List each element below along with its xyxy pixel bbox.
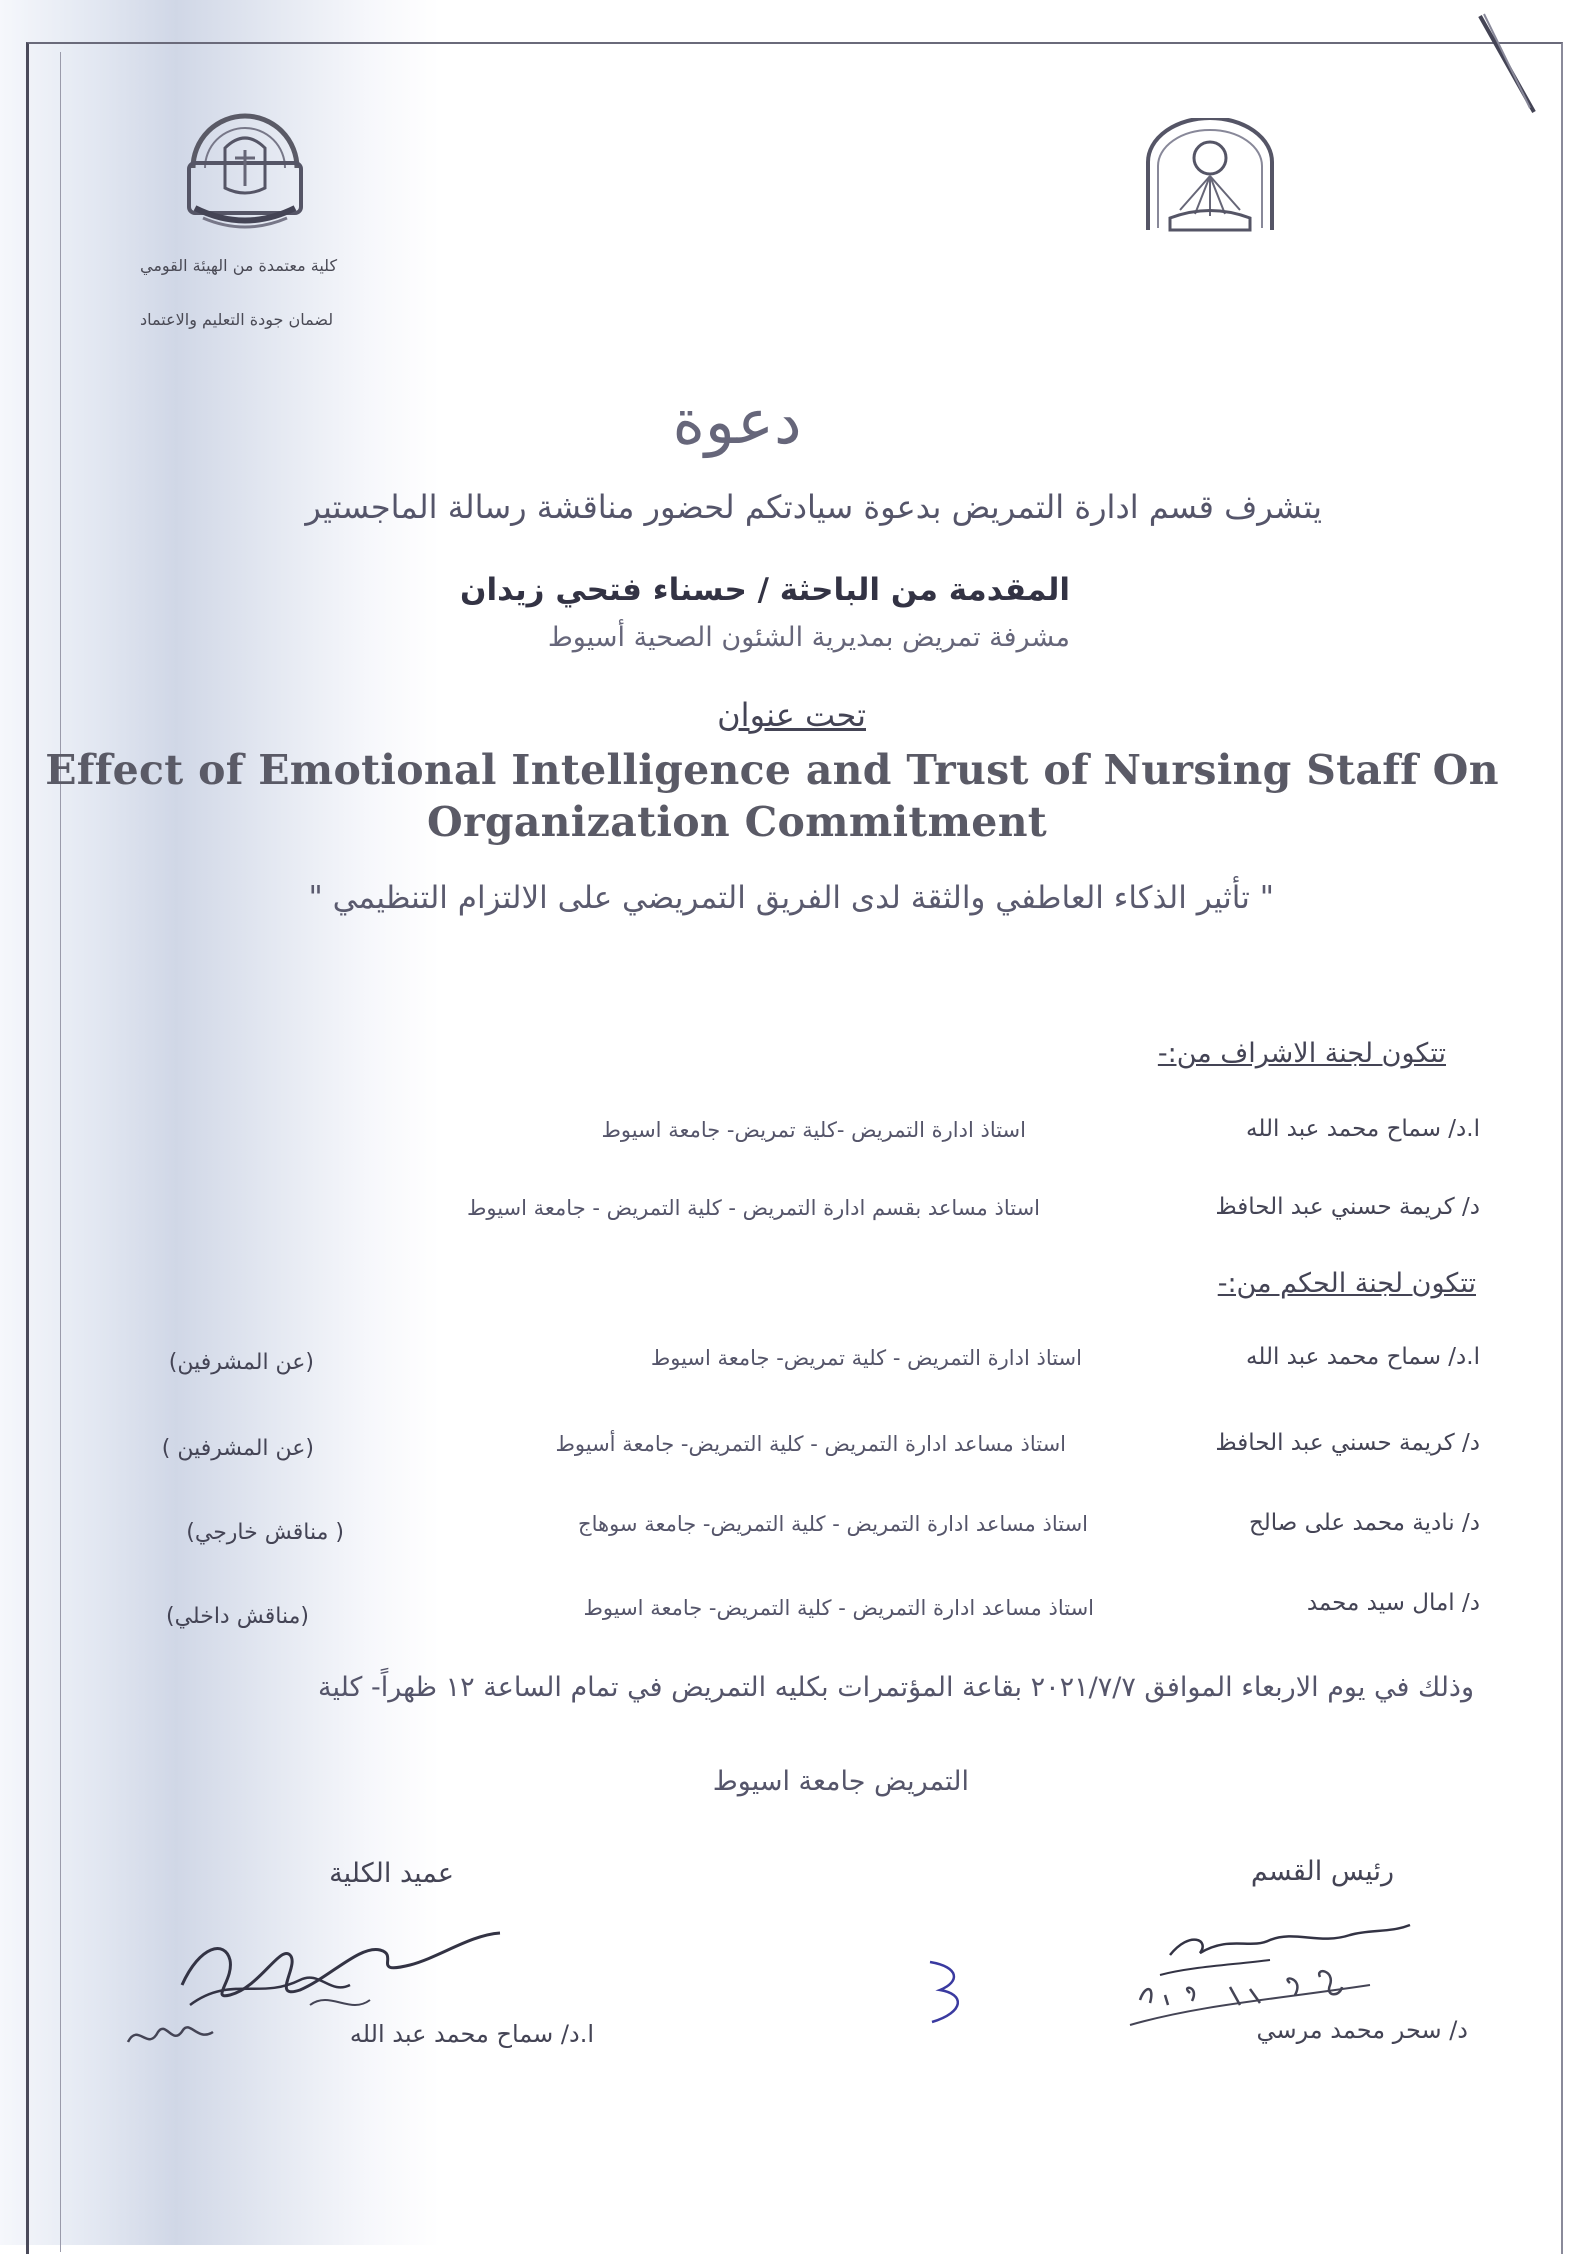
examiner-4-role: (مناقش داخلي): [166, 1604, 309, 1629]
thesis-title-en-line-1: Effect of Emotional Intelligence and Trust of Nursing Staff On: [45, 746, 1499, 794]
examiner-1-title: استاذ ادارة التمريض - كلية تمريض- جامعة اسيوط: [650, 1346, 1082, 1370]
head-role: رئيس القسم: [1250, 1856, 1394, 1887]
schedule-line-1: وذلك في يوم الاربعاء الموافق ٢٠٢١/٧/٧ بقاعة المؤتمرات بكليه التمريض في تمام الساعة ١٢ ظهراً- كلية: [317, 1672, 1474, 1703]
researcher-name: المقدمة من الباحثة / حسناء فتحي زيدان: [460, 572, 1070, 608]
accreditation-line-2: لضمان جودة التعليم والاعتماد: [140, 310, 334, 329]
under-title-label: تحت عنوان: [717, 696, 866, 734]
schedule-line-2: التمريض جامعة اسيوط: [712, 1766, 969, 1797]
head-signature: [1120, 1905, 1420, 2030]
accreditation-line-1: كلية معتمدة من الهيئة القومي: [140, 256, 338, 275]
dean-name: ا.د/ سماح محمد عبد الله: [349, 2020, 594, 2048]
supervisor-1-name: ا.د/ سماح محمد عبد الله: [1246, 1116, 1480, 1142]
examiner-2-role: (عن المشرفين ): [161, 1436, 314, 1461]
examiner-3-name: د/ نادية محمد على صالح: [1248, 1510, 1480, 1536]
examination-heading: تتكون لجنة الحكم من:-: [1217, 1268, 1476, 1299]
dean-date-scribble: [118, 2012, 218, 2062]
examiner-2-title: استاذ مساعد ادارة التمريض - كلية التمريض- جامعة أسيوط: [555, 1432, 1066, 1456]
university-logo: [1140, 118, 1280, 238]
examiner-3-title: استاذ مساعد ادارة التمريض - كلية التمريض- جامعة سوهاج: [578, 1512, 1088, 1536]
thesis-title-en-line-2: Organization Commitment: [426, 798, 1048, 846]
corner-scan-mark: [1478, 12, 1538, 122]
faculty-logo: [175, 108, 315, 233]
examiner-2-name: د/ كريمة حسني عبد الحافظ: [1215, 1430, 1480, 1456]
dean-role: عميد الكلية: [329, 1858, 454, 1889]
invitation-title: دعوة: [672, 385, 802, 458]
examiner-3-role: ( مناقش خارجي): [186, 1520, 344, 1545]
dean-signature: [170, 1905, 510, 2035]
committee-initial-mark: [920, 1952, 980, 2032]
head-name: د/ سحر محمد مرسي: [1256, 2016, 1468, 2044]
supervisor-2-title: استاذ مساعد بقسم ادارة التمريض - كلية التمريض - جامعة اسيوط: [466, 1196, 1040, 1220]
examiner-4-title: استاذ مساعد ادارة التمريض - كلية التمريض- جامعة اسيوط: [583, 1596, 1094, 1620]
supervisor-1-title: استاذ ادارة التمريض -كلية تمريض- جامعة اسيوط: [601, 1118, 1026, 1142]
invitation-intro: يتشرف قسم ادارة التمريض بدعوة سيادتكم لحضور مناقشة رسالة الماجستير: [305, 488, 1322, 526]
examiner-1-role: (عن المشرفين): [168, 1350, 314, 1375]
examiner-4-name: د/ امال سيد محمد: [1306, 1590, 1480, 1616]
researcher-position: مشرفة تمريض بمديرية الشئون الصحية أسيوط: [547, 622, 1070, 653]
supervision-heading: تتكون لجنة الاشراف من:-: [1157, 1038, 1446, 1069]
examiner-1-name: ا.د/ سماح محمد عبد الله: [1246, 1344, 1480, 1370]
supervisor-2-name: د/ كريمة حسني عبد الحافظ: [1215, 1194, 1480, 1220]
thesis-title-ar: " تأثير الذكاء العاطفي والثقة لدى الفريق التمريضي على الالتزام التنظيمي ": [308, 880, 1274, 916]
